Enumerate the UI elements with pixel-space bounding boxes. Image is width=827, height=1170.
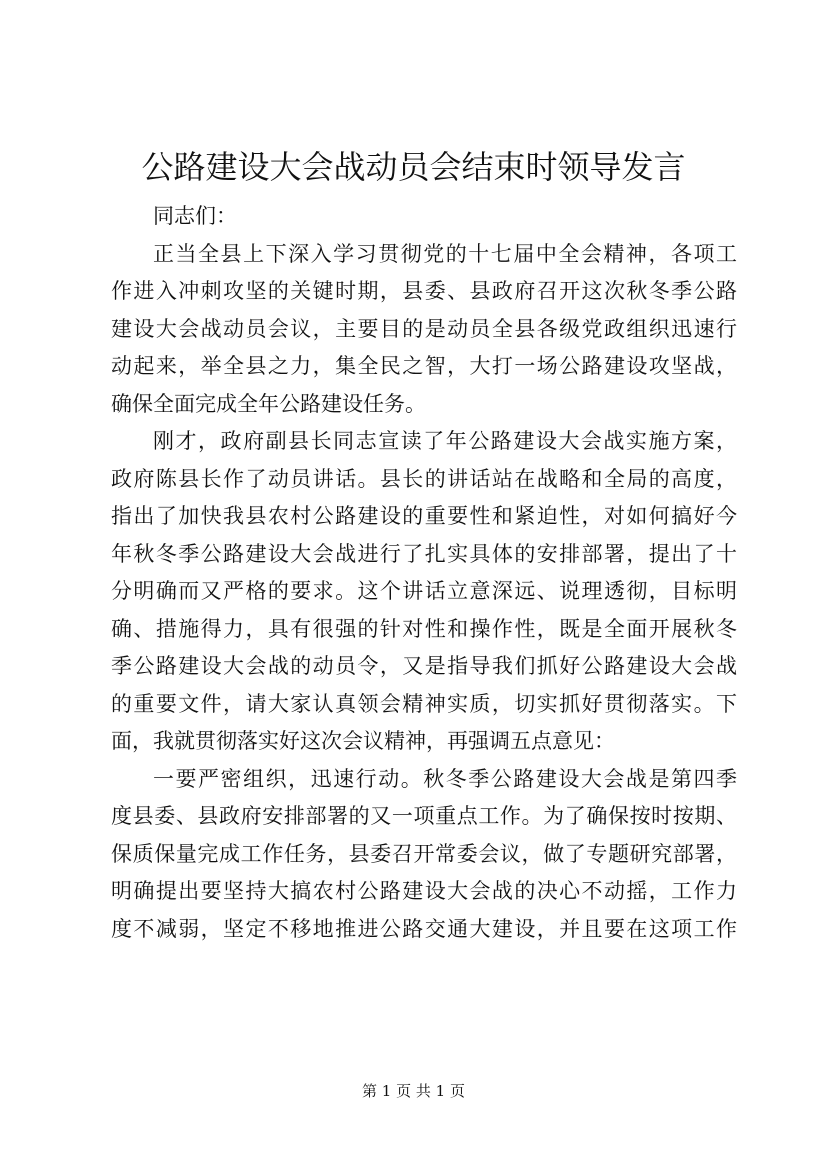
paragraph-2-line-4: 年秋冬季公路建设大会战进行了扎实具体的安排部署，提出了十 <box>111 541 737 566</box>
paragraph-2-line-5: 分明确而又严格的要求。这个讲话立意深远、说理透彻，目标明 <box>111 579 737 603</box>
page-number: 第 1 页 共 1 页 <box>362 1082 465 1100</box>
paragraph-2-line-6: 确、措施得力，具有很强的针对性和操作性，既是全面开展秋冬 <box>111 616 737 641</box>
paragraph-3-line-5: 度不减弱，坚定不移地推进公路交通大建设，并且要在这项工作 <box>111 916 737 941</box>
paragraph-1-line-5: 确保全面完成全年公路建设任务。 <box>111 391 426 416</box>
paragraph-2-line-3: 指出了加快我县农村公路建设的重要性和紧迫性，对如何搞好今 <box>111 504 737 528</box>
paragraph-1-line-3: 建设大会战动员会议，主要目的是动员全县各级党政组织迅速行 <box>111 316 737 341</box>
paragraph-2-line-2: 政府陈县长作了动员讲话。县长的讲话站在战略和全局的高度， <box>111 466 737 491</box>
paragraph-2-line-1: 刚才，政府副县长同志宣读了年公路建设大会战实施方案， <box>153 429 737 453</box>
paragraph-1-line-1: 正当全县上下深入学习贯彻党的十七届中全会精神，各项工 <box>153 241 737 266</box>
document-title: 公路建设大会战动员会结束时领导发言 <box>141 148 686 186</box>
paragraph-3-line-4: 明确提出要坚持大搞农村公路建设大会战的决心不动摇，工作力 <box>111 879 737 903</box>
salutation: 同志们： <box>153 204 237 228</box>
paragraph-3-line-1: 一要严密组织，迅速行动。秋冬季公路建设大会战是第四季 <box>153 766 737 791</box>
document-body <box>111 198 737 948</box>
paragraph-2-line-8: 的重要文件，请大家认真领会精神实质，切实抓好贯彻落实。下 <box>111 691 737 716</box>
paragraph-1-line-2: 作进入冲刺攻坚的关键时期，县委、县政府召开这次秋冬季公路 <box>111 279 737 303</box>
paragraph-1-line-4: 动起来，举全县之力，集全民之智，大打一场公路建设攻坚战， <box>111 354 737 378</box>
paragraph-2-line-7: 季公路建设大会战的动员令，又是指导我们抓好公路建设大会战 <box>111 654 737 678</box>
paragraph-3-line-3: 保质保量完成工作任务，县委召开常委会议，做了专题研究部署， <box>111 841 737 866</box>
paragraph-3-line-2: 度县委、县政府安排部署的又一项重点工作。为了确保按时按期、 <box>111 804 737 828</box>
paragraph-2-line-9: 面，我就贯彻落实好这次会议精神，再强调五点意见： <box>111 729 615 753</box>
